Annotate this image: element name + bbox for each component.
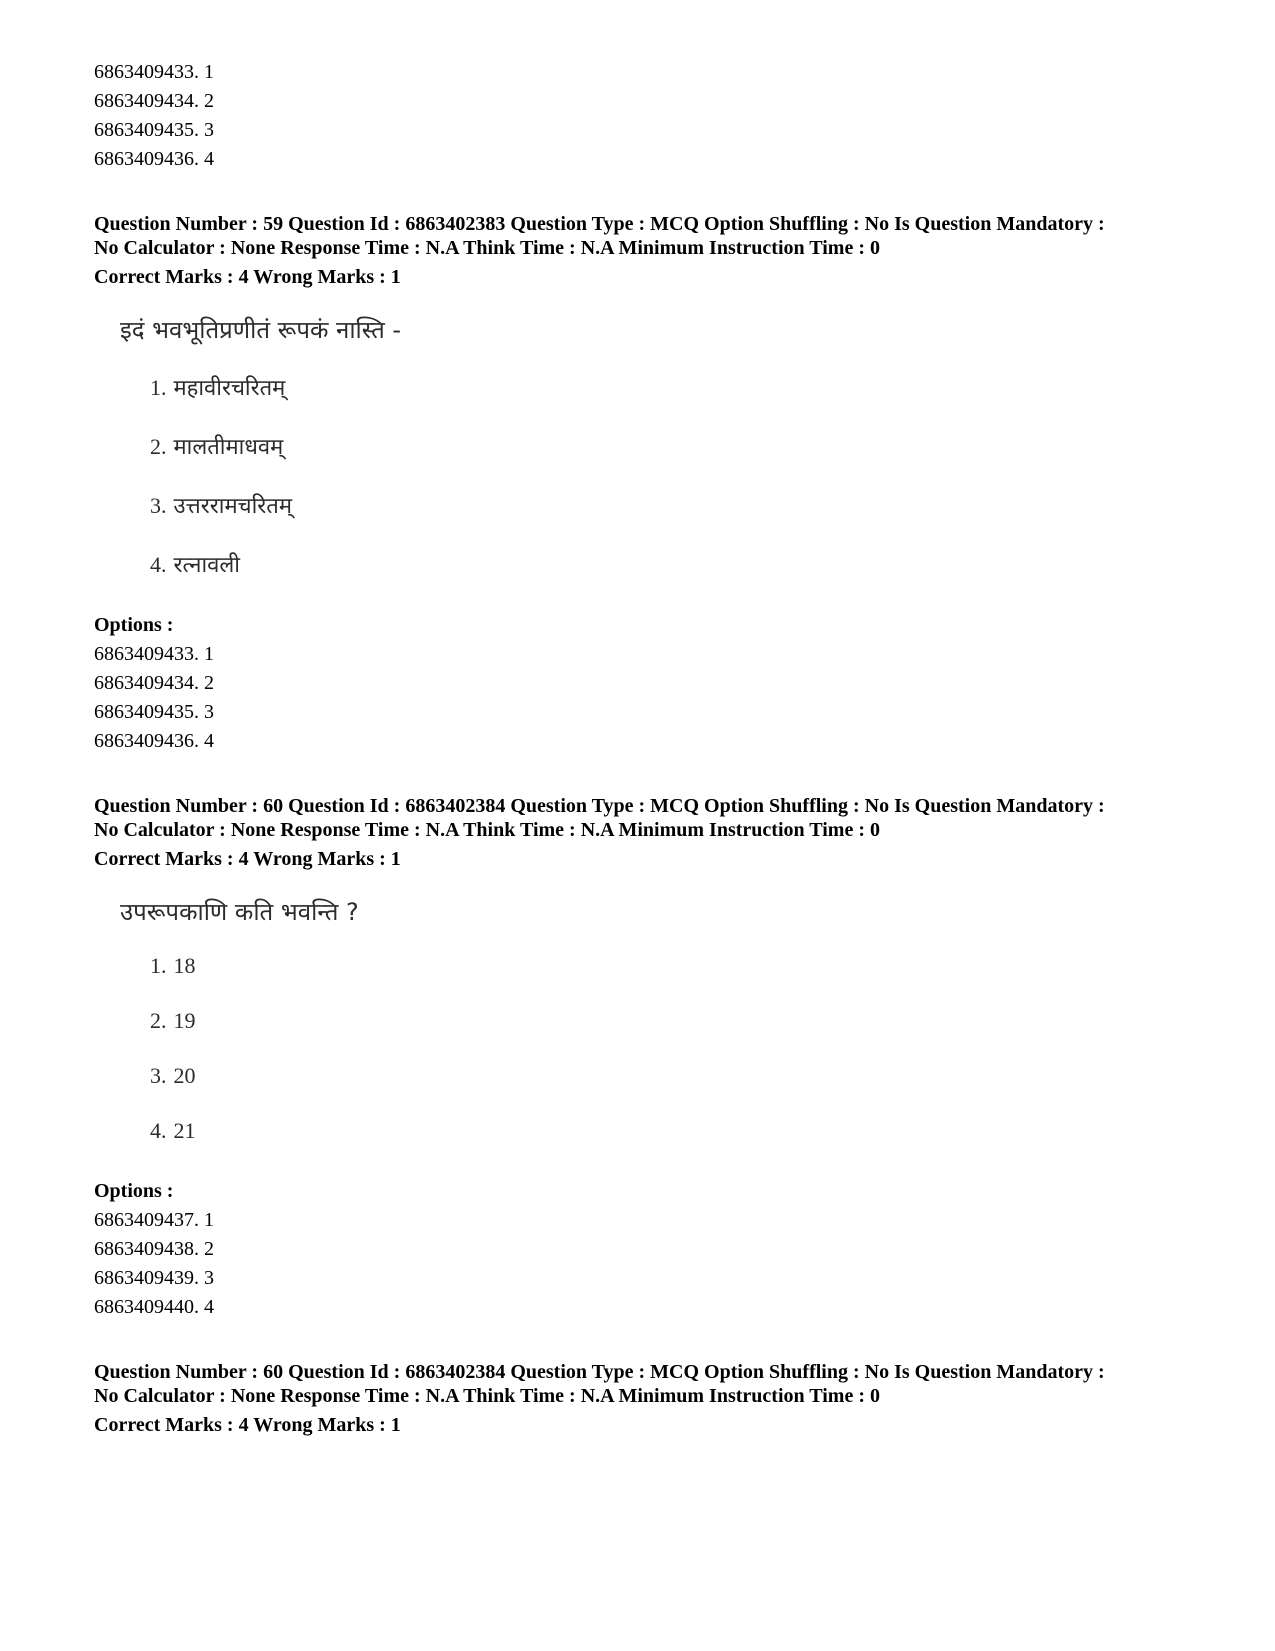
question-59 [94, 212, 1214, 756]
choice-text: 20 [173, 1063, 196, 1088]
options-section [94, 611, 1214, 756]
option-line: 6863409438. 2 [94, 1238, 214, 1260]
question-header-line-2: No Calculator : None Response Time : N.A Think Time : N.A Minimum Instruction Time : 0 [94, 1385, 880, 1407]
question-choices [150, 951, 1214, 1147]
choice-item [150, 1061, 1214, 1092]
question-marks: Correct Marks : 4 Wrong Marks : 1 [94, 848, 401, 870]
option-line: 6863409436. 4 [94, 730, 214, 752]
choice-number: 4. [150, 1118, 167, 1143]
choice-text: रत्नावली [173, 553, 241, 578]
options-label: Options : [94, 1180, 174, 1202]
option-line: 6863409433. 1 [94, 643, 214, 665]
question-header-line-2: No Calculator : None Response Time : N.A Think Time : N.A Minimum Instruction Time : 0 [94, 819, 880, 841]
option-line: 6863409433. 1 [94, 61, 214, 83]
question-header-line-2: No Calculator : None Response Time : N.A Think Time : N.A Minimum Instruction Time : 0 [94, 237, 880, 259]
choice-text: मालतीमाधवम् [173, 435, 284, 460]
document-page [94, 58, 1214, 1437]
choice-text: 19 [173, 1008, 196, 1033]
question-marks: Correct Marks : 4 Wrong Marks : 1 [94, 266, 401, 288]
question-marks: Correct Marks : 4 Wrong Marks : 1 [94, 1414, 401, 1436]
previous-question-options [94, 58, 1214, 174]
question-60-repeat [94, 1360, 1214, 1437]
choice-item [150, 550, 1214, 581]
choice-item [150, 951, 1214, 982]
choice-number: 3. [150, 493, 167, 518]
option-line: 6863409434. 2 [94, 90, 214, 112]
option-line: 6863409434. 2 [94, 672, 214, 694]
choice-item [150, 1116, 1214, 1147]
option-line: 6863409440. 4 [94, 1296, 214, 1318]
option-line: 6863409437. 1 [94, 1209, 214, 1231]
choice-number: 2. [150, 434, 167, 459]
choice-text: उत्तररामचरितम् [173, 494, 292, 519]
option-line: 6863409439. 3 [94, 1267, 214, 1289]
question-header-line-1: Question Number : 60 Question Id : 6863402384 Question Type : MCQ Option Shuffling : No Is Question Mandatory : [94, 1361, 1105, 1383]
question-stem: इदं भवभूतिप्रणीतं रूपकं नास्ति - [120, 316, 402, 344]
choice-text: महावीरचरितम् [173, 376, 286, 401]
option-line: 6863409435. 3 [94, 701, 214, 723]
choice-number: 3. [150, 1063, 167, 1088]
choice-number: 4. [150, 552, 167, 577]
question-header-line-1: Question Number : 59 Question Id : 6863402383 Question Type : MCQ Option Shuffling : No Is Question Mandatory : [94, 213, 1105, 235]
options-section [94, 1177, 1214, 1322]
choice-item [150, 432, 1214, 463]
question-stem: उपरूपकाणि कति भवन्ति ? [120, 898, 359, 926]
option-line: 6863409436. 4 [94, 148, 214, 170]
choice-item [150, 373, 1214, 404]
option-line: 6863409435. 3 [94, 119, 214, 141]
choice-number: 1. [150, 953, 167, 978]
choice-text: 21 [173, 1118, 196, 1143]
choice-item [150, 491, 1214, 522]
question-header-line-1: Question Number : 60 Question Id : 6863402384 Question Type : MCQ Option Shuffling : No Is Question Mandatory : [94, 795, 1105, 817]
question-60 [94, 794, 1214, 1322]
question-choices [150, 373, 1214, 581]
choice-item [150, 1006, 1214, 1037]
choice-number: 2. [150, 1008, 167, 1033]
choice-number: 1. [150, 375, 167, 400]
choice-text: 18 [173, 953, 196, 978]
options-label: Options : [94, 614, 174, 636]
